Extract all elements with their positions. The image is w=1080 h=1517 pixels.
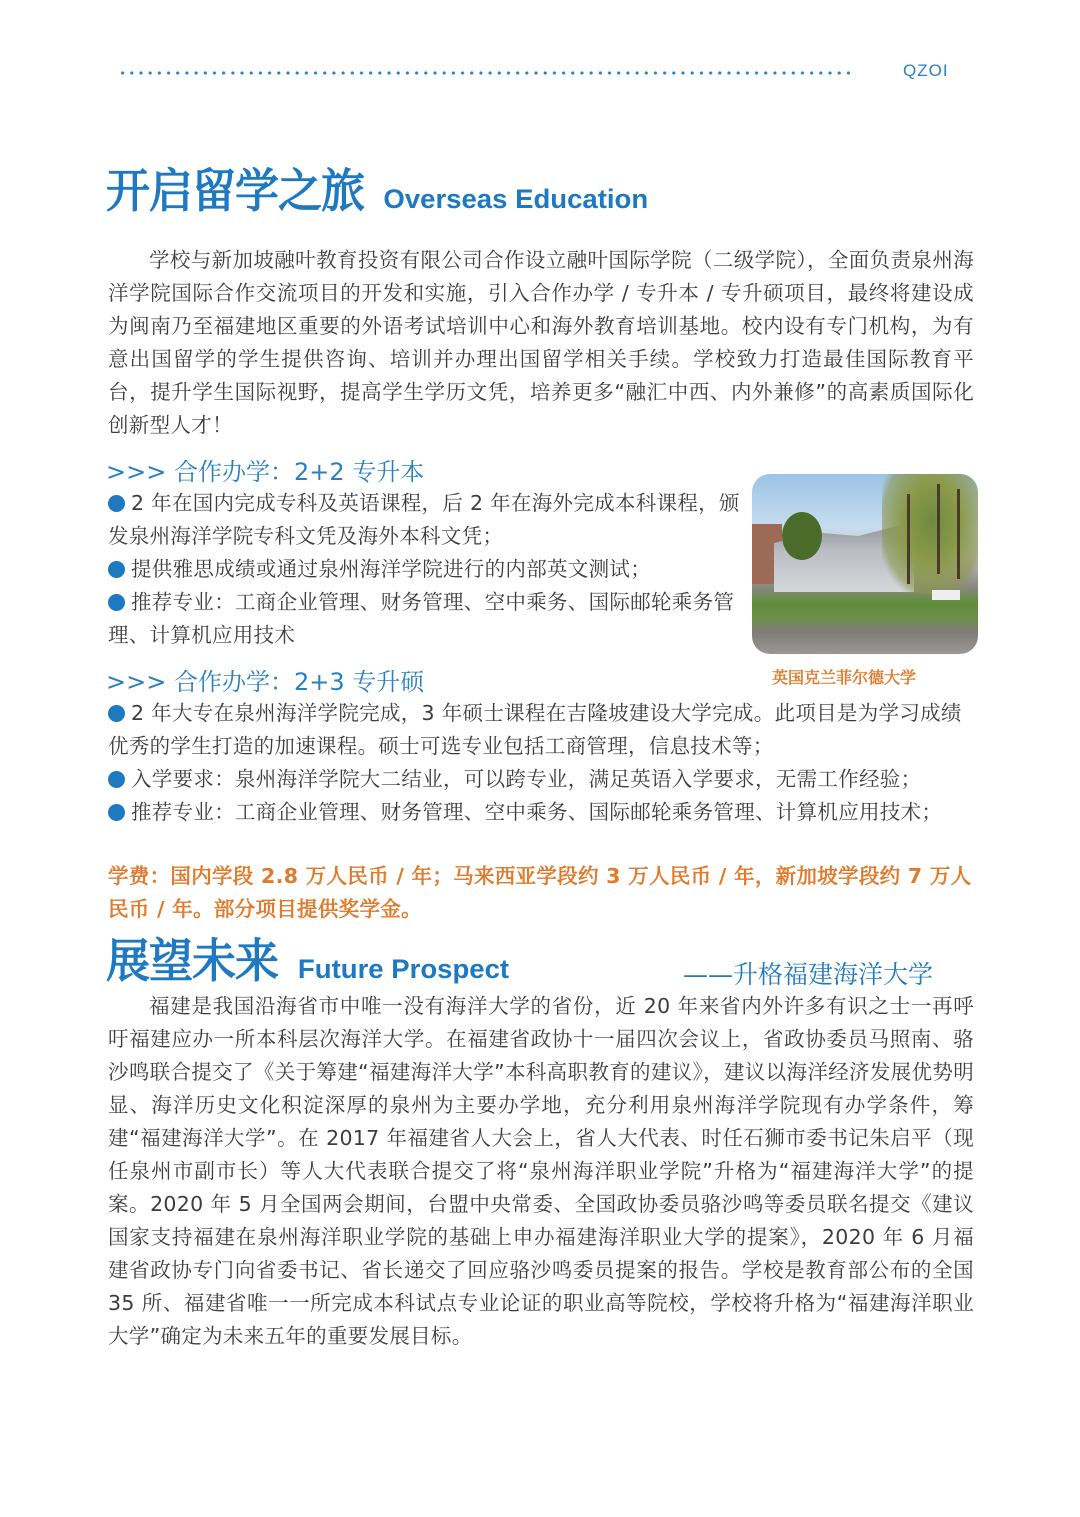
header-code: QZOI <box>903 61 949 80</box>
program2-heading: >>> 合作办学：2+3 专升硕 <box>106 668 425 696</box>
bullet-item: 2 年大专在泉州海洋学院完成，3 年硕士课程在吉隆坡建设大学完成。此项目是为学习成绩优秀的学生打造的加速课程。硕士可选专业包括工商管理，信息技术等； <box>108 701 962 758</box>
bullet-dot-icon <box>108 705 125 722</box>
photo-caption: 英国克兰菲尔德大学 <box>772 668 917 687</box>
campus-photo <box>752 474 978 654</box>
section-title-overseas <box>106 164 649 219</box>
section-title-en: Future Prospect <box>297 954 510 984</box>
bullet-dot-icon <box>108 594 125 611</box>
bullet-dot-icon <box>108 561 125 578</box>
bullet-dot-icon <box>108 495 125 512</box>
bullet-item: 提供雅思成绩或通过泉州海洋学院进行的内部英文测试； <box>108 553 744 586</box>
program1-bullets <box>108 487 744 652</box>
tuition-fee-note: 学费：国内学段 2.8 万人民币 / 年；马来西亚学段约 3 万人民币 / 年，新加坡学段约 7 万人民币 / 年。部分项目提供奖学金。 <box>108 864 972 921</box>
bullet-item: 入学要求：泉州海洋学院大二结业，可以跨专业，满足英语入学要求，无需工作经验； <box>108 763 974 796</box>
section-subtitle: ——升格福建海洋大学 <box>683 960 934 989</box>
header-dotted-rule <box>118 70 852 76</box>
section-title-en: Overseas Education <box>383 184 649 214</box>
program2-bullets <box>108 697 974 829</box>
bullet-item: 2 年在国内完成专科及英语课程，后 2 年在海外完成本科课程，颁发泉州海洋学院专科文凭及海外本科文凭； <box>108 491 740 548</box>
bullet-item: 推荐专业：工商企业管理、财务管理、空中乘务、国际邮轮乘务管理、计算机应用技术； <box>108 796 974 829</box>
section-title-cn: 开启留学之旅 <box>106 164 364 219</box>
intro-paragraph: 学校与新加坡融叶教育投资有限公司合作设立融叶国际学院（二级学院），全面负责泉州海洋学院国际合作交流项目的开发和实施，引入合作办学 / 专升本 / 专升硕项目，最终将建设成为闽南乃至福建地区重要的外语考试培训中心和海外教育培训基地。校内设有专门机构，为有意出国留学的学生提供咨询、培训并办理出国留学相关手续。学校致力打造最佳国际教育平台，提升学生国际视野，提高学生学历文凭，培养更多“融汇中西、内外兼修”的高素质国际化创新型人才！ <box>108 248 974 437</box>
bullet-dot-icon <box>108 804 125 821</box>
section-title-cn: 展望未来 <box>106 934 278 989</box>
bullet-item: 推荐专业：工商企业管理、财务管理、空中乘务、国际邮轮乘务管理、计算机应用技术 <box>108 590 735 647</box>
future-paragraph: 福建是我国沿海省市中唯一没有海洋大学的省份，近 20 年来省内外许多有识之士一再呼吁福建应办一所本科层次海洋大学。在福建省政协十一届四次会议上，省政协委员马照南、骆沙鸣联合提交了《关于筹建“福建海洋大学”本科高职教育的建议》，建议以海洋经济发展优势明显、海洋历史文化积淀深厚的泉州为主要办学地，充分利用泉州海洋学院现有办学条件，筹建“福建海洋大学”。在 2017 年福建省人大会上，省人大代表、时任石狮市委书记朱启平（现任泉州市副市长）等人大代表联合提交了将“泉州海洋职业学院”升格为“福建海洋大学”的提案。2020 年 5 月全国两会期间，台盟中央常委、全国政协委员骆沙鸣等委员联名提交《建议国家支持福建在泉州海洋职业学院的基础上申办福建海洋职业大学的提案》，2020 年 6 月福建省政协专门向省委书记、省长递交了回应骆沙鸣委员提案的报告。学校是教育部公布的全国 35 所、福建省唯一一所完成本科试点专业论证的职业高等院校，学校将升格为“福建海洋职业大学”确定为未来五年的重要发展目标。 <box>108 994 974 1348</box>
bullet-dot-icon <box>108 771 125 788</box>
program1-heading: >>> 合作办学：2+2 专升本 <box>106 458 425 486</box>
section-title-future <box>106 934 510 989</box>
